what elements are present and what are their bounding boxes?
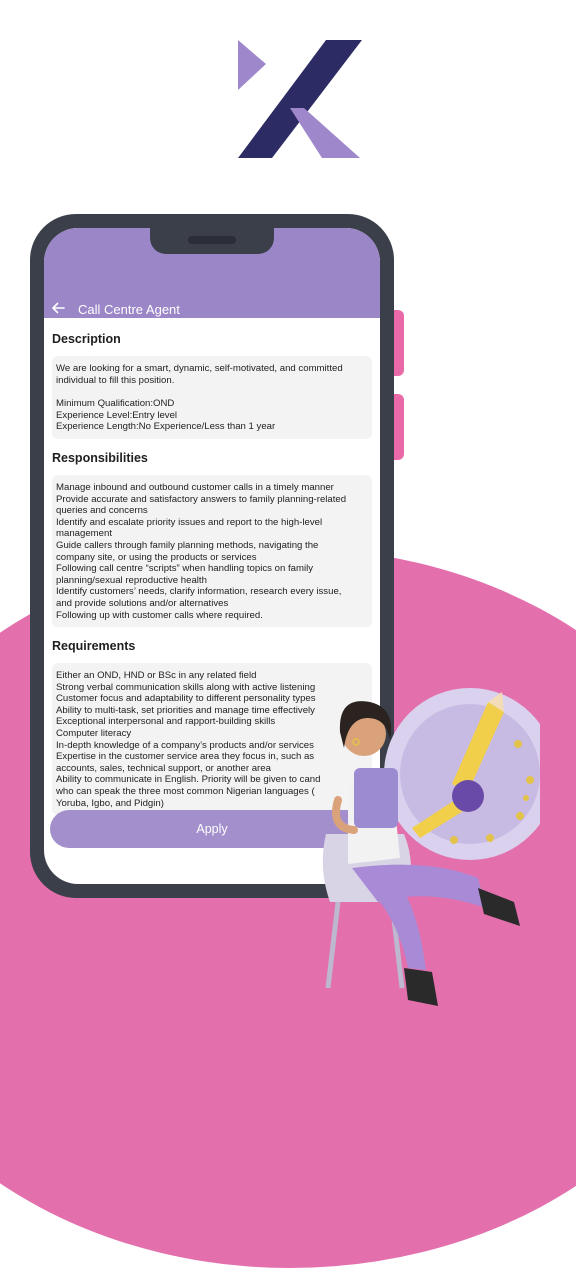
list-item: company site, or using the products or services <box>56 551 257 563</box>
list-item: Manage inbound and outbound customer calls in a timely manner <box>56 481 334 493</box>
list-item: In-depth knowledge of a company’s products and/or services <box>56 739 314 751</box>
list-item: Yoruba, Igbo, and Pidgin) <box>56 797 164 809</box>
responsibilities-heading: Responsibilities <box>52 450 148 465</box>
qualification-text: Minimum Qualification:OND <box>56 398 175 410</box>
list-item: queries and concerns <box>56 505 148 517</box>
description-heading: Description <box>52 332 121 346</box>
responsibilities-card <box>52 475 372 627</box>
requirements-heading: Requirements <box>52 639 136 654</box>
description-line: We are looking for a smart, dynamic, self-motivated, and committed <box>56 363 343 374</box>
list-item: accounts, sales, technical support, or another area <box>56 762 271 774</box>
list-item: Either an OND, HND or BSc in any related field <box>56 670 257 682</box>
description-card <box>52 356 372 439</box>
list-item: Guide callers through family planning methods, navigating the <box>56 539 319 551</box>
experience-length-text: Experience Length:No Experience/Less than 1 year <box>56 421 276 433</box>
list-item: Computer literacy <box>56 728 132 740</box>
list-item: Expertise in the customer service area they focus in, such as <box>56 751 315 763</box>
list-item: Provide accurate and satisfactory answers to family planning-related <box>56 493 347 505</box>
list-item: planning/sexual reproductive health <box>56 574 207 586</box>
description-line: individual to fill this position. <box>56 374 175 386</box>
list-item: Exceptional interpersonal and rapport-building skills <box>56 716 276 728</box>
woman-with-tablet-illustration-icon <box>308 688 540 1024</box>
phone-notch <box>150 228 274 254</box>
list-item: Identify customers’ needs, clarify information, research every issue, <box>56 586 342 598</box>
back-arrow-icon[interactable] <box>50 300 66 316</box>
experience-level-text: Experience Level:Entry level <box>56 409 178 421</box>
apply-button[interactable]: Apply <box>50 810 374 848</box>
speaker-grille <box>188 236 236 244</box>
list-item: management <box>56 528 112 540</box>
list-item: and provide solutions and/or alternatives <box>56 597 229 609</box>
brand-logo-icon <box>236 38 364 160</box>
list-item: Strong verbal communication skills along with active listening <box>56 681 316 693</box>
list-item: Following call centre “scripts” when handling topics on family <box>56 563 314 575</box>
list-item: Following up with customer calls where required. <box>56 609 263 621</box>
page-title: Call Centre Agent <box>78 302 180 317</box>
list-item: Ability to communicate in English. Priority will be given to cand <box>56 774 321 786</box>
list-item: Identify and escalate priority issues and report to the high-level <box>56 516 323 528</box>
list-item: Ability to multi-task, set priorities and manage time effectively <box>56 704 315 716</box>
list-item: who can speak the three most common Nigerian languages ( <box>56 786 315 798</box>
list-item: Customer focus and adaptability to different personality types <box>56 693 316 705</box>
